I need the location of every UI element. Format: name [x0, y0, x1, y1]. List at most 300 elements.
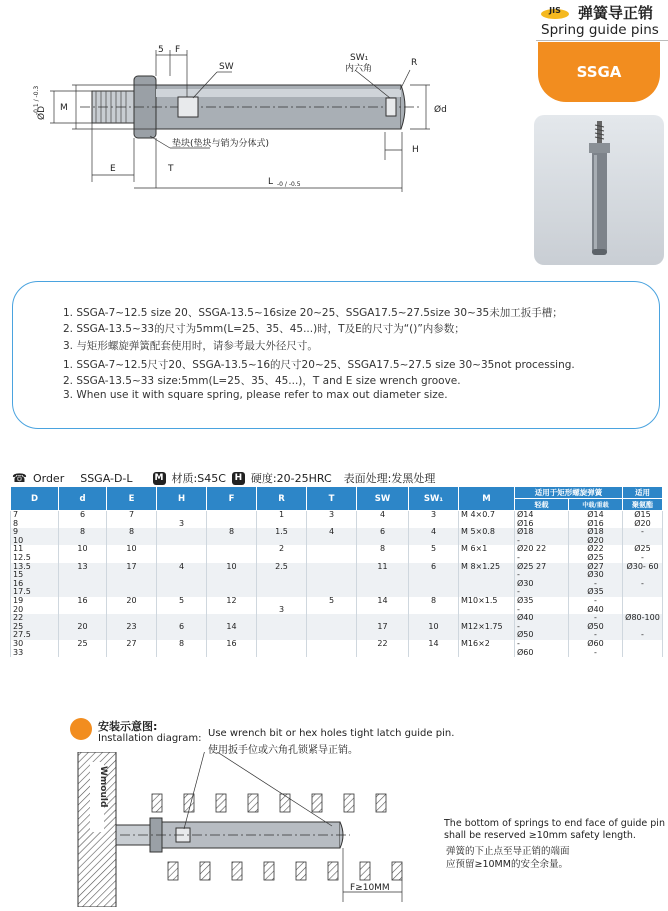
table-cell — [307, 580, 357, 589]
table-cell: - — [623, 580, 663, 589]
table-cell: 7 — [107, 511, 157, 520]
table-cell — [257, 597, 307, 606]
dim-D-label: ØD — [37, 105, 47, 120]
table-cell — [157, 631, 207, 640]
table-cell: - — [515, 588, 569, 597]
mould-plate-label: Wmould — [98, 766, 108, 808]
table-cell: 27.5 — [11, 631, 59, 640]
table-cell: 1.5 — [257, 528, 307, 537]
table-cell — [623, 588, 663, 597]
table-cell: 4 — [409, 528, 459, 537]
table-cell: 2.5 — [257, 563, 307, 572]
table-cell — [157, 614, 207, 623]
table-cell — [207, 649, 257, 658]
table-row — [11, 614, 663, 623]
table-cell: - — [515, 571, 569, 580]
table-row — [11, 649, 663, 658]
table-cell — [207, 520, 257, 529]
table-row — [11, 580, 663, 589]
table-cell: 10 — [11, 537, 59, 546]
hardness-text: 硬度:20-25HRC — [250, 472, 332, 485]
table-cell: 10 — [59, 545, 107, 554]
table-cell — [307, 554, 357, 563]
table-row — [11, 597, 663, 606]
table-cell: 1 — [257, 511, 307, 520]
table-cell — [107, 520, 157, 529]
table-row — [11, 588, 663, 597]
table-cell: Ø25 — [569, 554, 623, 563]
table-cell: Ø16 — [569, 520, 623, 529]
table-cell: 20 — [11, 606, 59, 615]
table-cell: 4 — [307, 528, 357, 537]
hex-hole-label: 内六角 — [345, 64, 373, 74]
table-cell: 22 — [11, 614, 59, 623]
spring-note-cn-1: 弹簧的下止点至导正销的端面 — [446, 846, 570, 857]
table-cell: M10×1.5 — [459, 597, 515, 606]
table-cell — [307, 606, 357, 615]
dim-M-label: M — [60, 103, 68, 113]
table-cell — [157, 511, 207, 520]
table-cell — [623, 597, 663, 606]
table-cell: 20 — [59, 623, 107, 632]
table-cell: 10 — [107, 545, 157, 554]
table-row — [11, 528, 663, 537]
table-cell — [207, 511, 257, 520]
table-cell — [59, 580, 107, 589]
table-cell — [207, 554, 257, 563]
table-cell: 10 — [409, 623, 459, 632]
table-cell — [207, 571, 257, 580]
table-cell — [409, 520, 459, 529]
table-cell: 25 — [11, 623, 59, 632]
gap-label: F≥10MM — [350, 883, 390, 893]
table-cell — [107, 580, 157, 589]
table-cell — [207, 631, 257, 640]
table-cell — [357, 631, 409, 640]
table-row — [11, 571, 663, 580]
table-cell: Ø40 — [515, 614, 569, 623]
table-cell: 13 — [59, 563, 107, 572]
table-cell: 8 — [11, 520, 59, 529]
col-header-R: R — [257, 487, 307, 511]
table-cell — [59, 554, 107, 563]
material-badge: M — [153, 472, 166, 485]
table-cell: 3 — [307, 511, 357, 520]
table-cell — [409, 537, 459, 546]
table-cell — [307, 623, 357, 632]
table-cell — [257, 614, 307, 623]
table-cell — [409, 606, 459, 615]
table-cell: - — [569, 614, 623, 623]
col-header-SW1: SW₁ — [409, 487, 459, 511]
table-cell — [409, 649, 459, 658]
table-cell — [623, 649, 663, 658]
sub-header-medium-heavy: 中载/重载 — [569, 499, 623, 511]
table-cell — [357, 649, 409, 658]
table-cell — [409, 580, 459, 589]
table-row — [11, 640, 663, 649]
table-cell: 3 — [257, 606, 307, 615]
table-cell: Ø35 — [515, 597, 569, 606]
table-cell: 8 — [59, 528, 107, 537]
table-cell — [623, 537, 663, 546]
table-row — [11, 545, 663, 554]
note-cn-1: 1. SSGA-7~12.5 size 20、SSGA-13.5~16size 20~25、SSGA17.5~27.5size 30~35未加工扳手槽； — [63, 307, 563, 319]
table-cell: 20 — [107, 597, 157, 606]
phone-icon: ☎ — [12, 471, 27, 485]
dim-L-tolerance: -0 / -0.5 — [277, 181, 301, 188]
table-cell — [157, 606, 207, 615]
table-cell: 14 — [207, 623, 257, 632]
table-cell — [207, 588, 257, 597]
install-icon — [70, 718, 92, 740]
table-cell: 9 — [11, 528, 59, 537]
table-cell — [307, 537, 357, 546]
note-cn-3: 3. 与矩形螺旋弹簧配套使用时，请参考最大外径尺寸。 — [63, 340, 318, 352]
table-cell: M 5×0.8 — [459, 528, 515, 537]
table-cell — [207, 606, 257, 615]
table-cell: 11 — [357, 563, 409, 572]
table-cell: - — [623, 554, 663, 563]
table-cell: 12.5 — [11, 554, 59, 563]
table-cell — [207, 537, 257, 546]
table-cell — [257, 520, 307, 529]
table-cell: - — [569, 649, 623, 658]
table-cell — [107, 554, 157, 563]
table-cell — [459, 614, 515, 623]
installation-diagram — [60, 752, 440, 907]
table-cell — [357, 520, 409, 529]
table-cell — [409, 614, 459, 623]
table-cell — [257, 640, 307, 649]
table-cell — [107, 614, 157, 623]
table-cell — [409, 554, 459, 563]
table-cell: 17 — [107, 563, 157, 572]
table-cell — [257, 537, 307, 546]
table-cell — [357, 554, 409, 563]
table-cell: 30 — [11, 640, 59, 649]
table-cell — [307, 545, 357, 554]
table-cell: 6 — [157, 623, 207, 632]
col-header-H: H — [157, 487, 207, 511]
spring-note-en-1: The bottom of springs to end face of guide pin — [444, 818, 665, 829]
title-divider — [536, 40, 668, 41]
table-cell: 6 — [357, 528, 409, 537]
table-cell — [107, 649, 157, 658]
wrench-note-cn: 使用扳手位或六角孔锁紧导正销。 — [208, 745, 358, 756]
table-cell: Ø18 — [515, 528, 569, 537]
table-row — [11, 520, 663, 529]
table-cell: 14 — [409, 640, 459, 649]
table-cell — [59, 520, 107, 529]
table-cell — [307, 571, 357, 580]
note-en-1: 1. SSGA-7~12.5尺寸20、SSGA-13.5~16的尺寸20~25、SSGA17.5~27.5 size 30~35not processing. — [63, 359, 575, 371]
table-cell: 23 — [107, 623, 157, 632]
table-cell: 8 — [357, 545, 409, 554]
col-header-M: M — [459, 487, 515, 511]
table-cell: - — [569, 597, 623, 606]
washer-label: 垫块(垫块与销为分体式) — [172, 139, 270, 149]
table-cell: M 6×1 — [459, 545, 515, 554]
brand-logo-text: JIS — [549, 6, 561, 15]
table-cell — [459, 537, 515, 546]
table-cell: 12 — [207, 597, 257, 606]
dim-R-label: R — [411, 58, 418, 68]
table-row — [11, 511, 663, 520]
table-cell: Ø50 — [515, 631, 569, 640]
table-cell: Ø14 — [569, 511, 623, 520]
table-cell: Ø25 27 — [515, 563, 569, 572]
table-cell: 3 — [409, 511, 459, 520]
table-row — [11, 631, 663, 640]
table-cell: Ø15 — [623, 511, 663, 520]
table-cell — [59, 606, 107, 615]
install-title-en: Installation diagram: — [98, 733, 202, 744]
table-row — [11, 606, 663, 615]
table-cell — [59, 614, 107, 623]
table-cell — [409, 571, 459, 580]
table-cell — [357, 571, 409, 580]
table-cell — [623, 623, 663, 632]
table-row — [11, 537, 663, 546]
table-cell — [59, 588, 107, 597]
table-cell: 2 — [257, 545, 307, 554]
material-text: 材质:S45C — [171, 472, 226, 485]
col-header-apply: 适用 — [623, 487, 663, 499]
table-cell: Ø30 — [569, 571, 623, 580]
table-cell: Ø40 — [569, 606, 623, 615]
table-cell: 8 — [409, 597, 459, 606]
page-title-en: Spring guide pins — [541, 22, 659, 38]
table-cell — [207, 580, 257, 589]
dim-F-label: F — [175, 45, 181, 55]
table-cell: 17 — [357, 623, 409, 632]
table-cell — [157, 649, 207, 658]
table-cell — [157, 528, 207, 537]
table-cell: 22 — [357, 640, 409, 649]
table-cell — [257, 588, 307, 597]
note-cn-2: 2. SSGA-13.5~33的尺寸为5mm(L=25、35、45...)时，T及E的尺寸为“()”内参数； — [63, 323, 465, 335]
table-row — [11, 623, 663, 632]
table-cell — [207, 545, 257, 554]
table-cell: 8 — [207, 528, 257, 537]
product-photo — [534, 115, 664, 265]
table-cell: M 8×1.25 — [459, 563, 515, 572]
order-code: SSGA-D-L — [80, 471, 133, 485]
hardness-badge: H — [232, 472, 245, 485]
table-cell: - — [515, 606, 569, 615]
table-cell — [257, 571, 307, 580]
spring-note-cn-2: 应预留≥10MM的安全余量。 — [446, 859, 568, 870]
dim-L-label: L — [268, 177, 274, 187]
table-row — [11, 554, 663, 563]
table-cell — [307, 631, 357, 640]
table-cell — [459, 606, 515, 615]
table-cell: 4 — [357, 511, 409, 520]
brand-logo — [540, 4, 570, 20]
table-cell: Ø35 — [569, 588, 623, 597]
order-label: Order — [32, 471, 65, 485]
table-cell — [307, 614, 357, 623]
table-cell — [157, 580, 207, 589]
table-cell — [357, 588, 409, 597]
table-cell: Ø20 — [623, 520, 663, 529]
table-cell: 15 — [11, 571, 59, 580]
table-cell — [409, 631, 459, 640]
table-cell: 5 — [409, 545, 459, 554]
install-title-cn: 安装示意图: — [98, 720, 158, 733]
table-cell: Ø22 — [569, 545, 623, 554]
table-cell — [459, 588, 515, 597]
notes-box — [12, 281, 660, 429]
col-header-D: D — [11, 487, 59, 511]
table-cell: 16 — [207, 640, 257, 649]
table-cell: 25 — [59, 640, 107, 649]
wrench-note-en: Use wrench bit or hex holes tight latch guide pin. — [208, 728, 455, 739]
table-cell: 33 — [11, 649, 59, 658]
table-cell — [257, 580, 307, 589]
table-cell: - — [515, 623, 569, 632]
dim-D-tolerance: -0.1 / -0.3 — [33, 85, 40, 115]
table-cell — [157, 571, 207, 580]
table-cell: - — [623, 528, 663, 537]
spring-note-en-2: shall be reserved ≥10mm safety length. — [444, 830, 636, 841]
note-en-3: 3. When use it with square spring, please refer to max out diameter size. — [63, 389, 448, 401]
table-cell — [59, 537, 107, 546]
note-en-2: 2. SSGA-13.5~33 size:5mm(L=25、35、45...)，T and E size wrench groove. — [63, 375, 461, 387]
table-cell — [623, 640, 663, 649]
table-cell: Ø25 — [623, 545, 663, 554]
table-cell — [257, 554, 307, 563]
table-cell: 16 — [59, 597, 107, 606]
table-cell — [157, 588, 207, 597]
table-cell: - — [515, 554, 569, 563]
table-cell: 8 — [157, 640, 207, 649]
table-cell: M12×1.75 — [459, 623, 515, 632]
table-cell: 3 — [157, 520, 207, 529]
table-cell — [307, 640, 357, 649]
table-cell: 11 — [11, 545, 59, 554]
table-cell — [307, 588, 357, 597]
table-cell: 27 — [107, 640, 157, 649]
table-cell — [59, 571, 107, 580]
col-header-E: E — [107, 487, 157, 511]
dim-H-label: H — [412, 145, 419, 155]
table-cell — [459, 649, 515, 658]
surface-text: 表面处理:发黑处理 — [343, 472, 436, 485]
table-cell — [459, 554, 515, 563]
table-cell: - — [569, 631, 623, 640]
table-cell — [459, 631, 515, 640]
table-cell — [257, 649, 307, 658]
dim-E-label: E — [110, 164, 116, 174]
table-cell: 16 — [11, 580, 59, 589]
table-cell — [107, 571, 157, 580]
table-cell — [157, 545, 207, 554]
spec-table-body — [11, 511, 663, 658]
table-cell: Ø60 — [515, 649, 569, 658]
dim-SW1-label: SW₁ — [350, 53, 369, 63]
table-cell — [357, 537, 409, 546]
table-cell — [107, 537, 157, 546]
table-cell: 5 — [307, 597, 357, 606]
table-cell: Ø30 — [515, 580, 569, 589]
col-header-SW: SW — [357, 487, 409, 511]
table-cell — [307, 520, 357, 529]
technical-drawing — [0, 40, 530, 200]
table-cell: 17.5 — [11, 588, 59, 597]
table-cell: 14 — [357, 597, 409, 606]
order-line — [12, 470, 435, 486]
table-cell: 19 — [11, 597, 59, 606]
table-cell — [623, 606, 663, 615]
table-row — [11, 563, 663, 572]
table-cell: - — [623, 631, 663, 640]
table-cell: - — [569, 580, 623, 589]
table-cell: 13.5 — [11, 563, 59, 572]
table-cell — [59, 649, 107, 658]
table-cell — [623, 571, 663, 580]
table-cell: Ø18 — [569, 528, 623, 537]
spec-table — [10, 486, 663, 657]
table-cell: 6 — [59, 511, 107, 520]
table-cell — [307, 563, 357, 572]
table-cell — [107, 588, 157, 597]
table-cell — [307, 649, 357, 658]
sub-header-light: 轻载 — [515, 499, 569, 511]
table-cell: M 4×0.7 — [459, 511, 515, 520]
table-cell: Ø27 — [569, 563, 623, 572]
table-cell: 4 — [157, 563, 207, 572]
table-cell — [157, 554, 207, 563]
col-header-F: F — [207, 487, 257, 511]
table-cell — [357, 606, 409, 615]
table-cell — [459, 571, 515, 580]
table-cell — [409, 588, 459, 597]
table-cell: Ø20 — [569, 537, 623, 546]
table-cell: 5 — [157, 597, 207, 606]
dim-SW-label: SW — [219, 62, 234, 72]
table-cell — [257, 623, 307, 632]
table-cell: M16×2 — [459, 640, 515, 649]
dim-T-label: T — [168, 164, 174, 174]
table-cell: Ø14 — [515, 511, 569, 520]
table-cell — [157, 537, 207, 546]
table-cell — [257, 631, 307, 640]
table-cell: Ø20 22 — [515, 545, 569, 554]
table-cell — [357, 614, 409, 623]
table-cell — [459, 580, 515, 589]
table-cell: 7 — [11, 511, 59, 520]
table-cell — [59, 631, 107, 640]
table-cell: 8 — [107, 528, 157, 537]
col-header-spring: 适用于矩形螺旋弹簧 — [515, 487, 623, 499]
table-cell — [459, 520, 515, 529]
table-cell — [357, 580, 409, 589]
table-cell: Ø16 — [515, 520, 569, 529]
sub-header-urethane: 聚氨酯 — [623, 499, 663, 511]
table-cell: - — [515, 640, 569, 649]
table-cell: 10 — [207, 563, 257, 572]
col-header-T: T — [307, 487, 357, 511]
table-cell — [207, 614, 257, 623]
table-cell: Ø80-100 — [623, 614, 663, 623]
dim-d-label: Ød — [434, 105, 447, 115]
table-cell — [107, 631, 157, 640]
table-cell: Ø60 — [569, 640, 623, 649]
table-cell: Ø30- 60 — [623, 563, 663, 572]
product-code-tab: SSGA — [538, 42, 660, 102]
